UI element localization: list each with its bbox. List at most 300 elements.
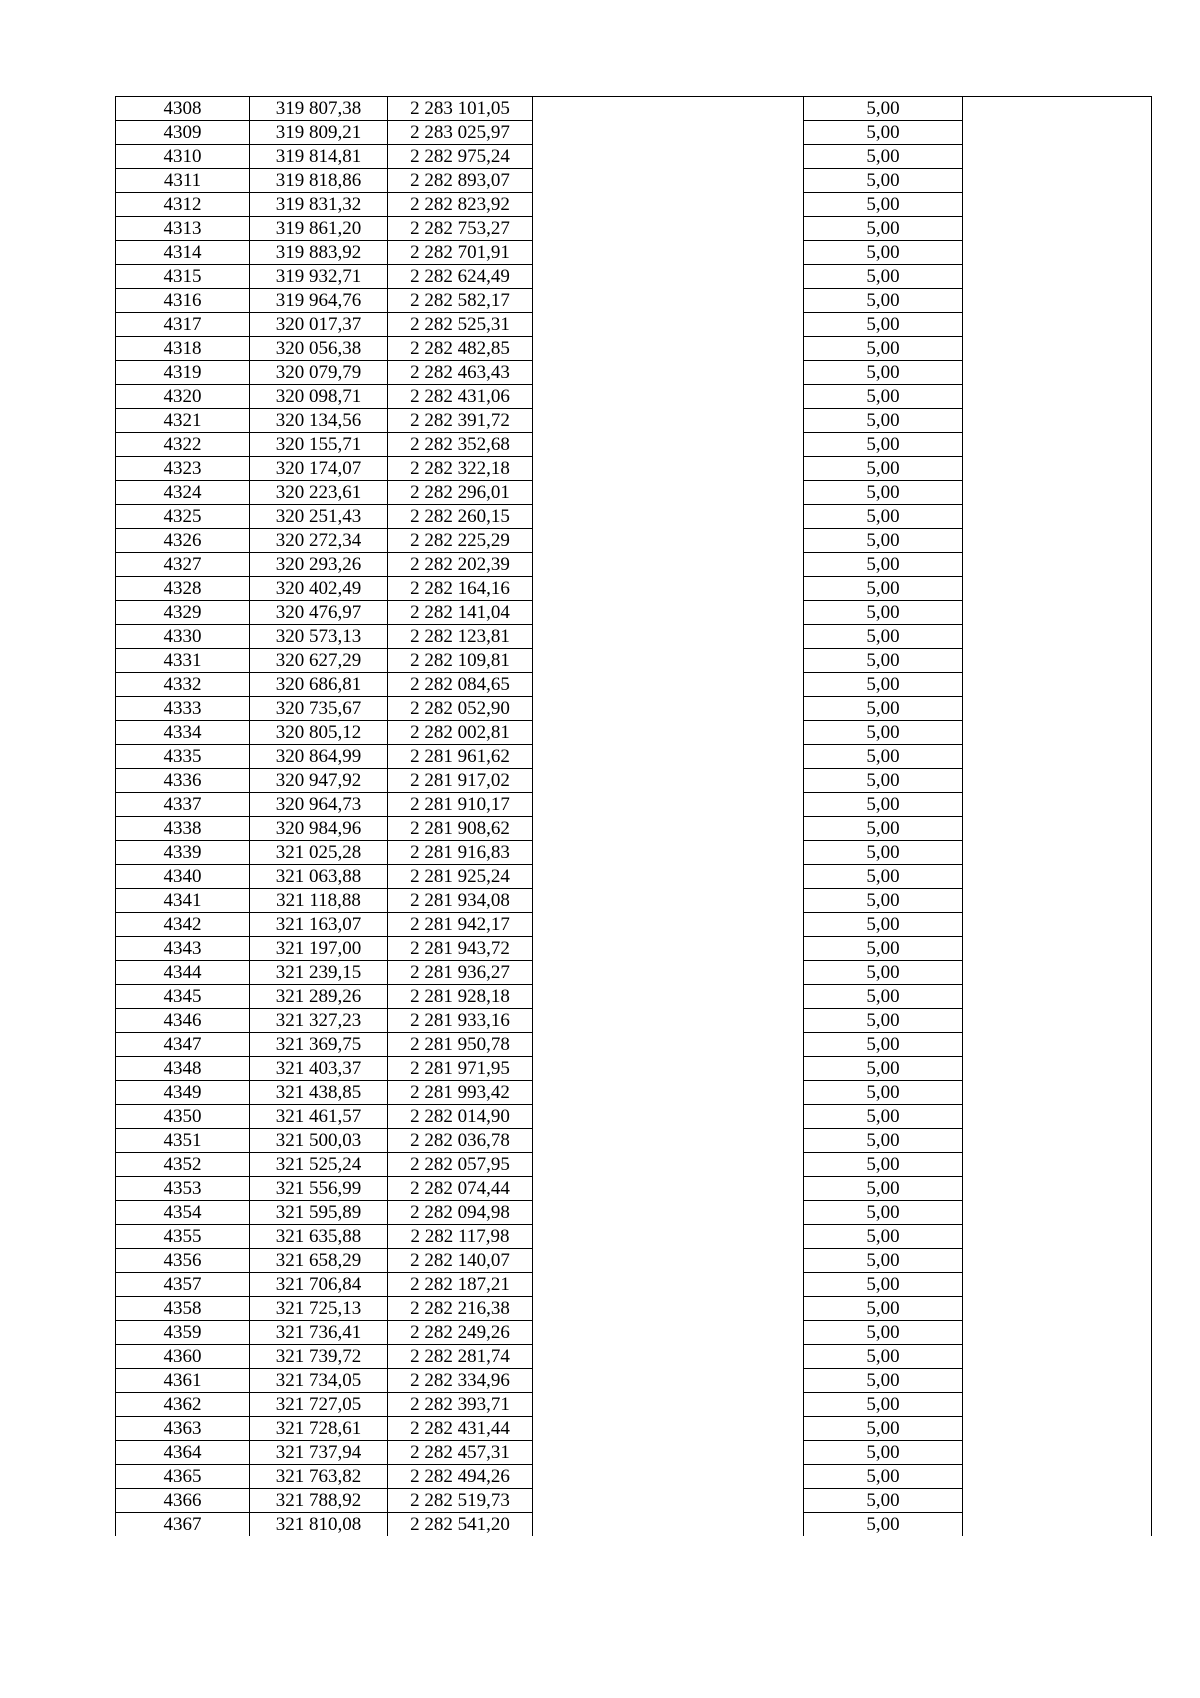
accuracy-cell: 5,00 <box>804 1249 963 1273</box>
empty-cell <box>963 361 1152 385</box>
empty-cell <box>533 1105 804 1129</box>
point-number-cell: 4323 <box>116 457 250 481</box>
x-coordinate-cell: 319 818,86 <box>250 169 388 193</box>
empty-cell <box>963 385 1152 409</box>
accuracy-cell: 5,00 <box>804 409 963 433</box>
accuracy-cell: 5,00 <box>804 721 963 745</box>
empty-cell <box>533 625 804 649</box>
empty-cell <box>533 913 804 937</box>
y-coordinate-cell: 2 282 216,38 <box>388 1297 533 1321</box>
point-number-cell: 4333 <box>116 697 250 721</box>
empty-cell <box>963 433 1152 457</box>
point-number-cell: 4325 <box>116 505 250 529</box>
table-row <box>116 1393 1152 1417</box>
y-coordinate-cell: 2 282 281,74 <box>388 1345 533 1369</box>
accuracy-cell: 5,00 <box>804 841 963 865</box>
y-coordinate-cell: 2 283 101,05 <box>388 97 533 121</box>
y-coordinate-cell: 2 281 936,27 <box>388 961 533 985</box>
empty-cell <box>963 481 1152 505</box>
empty-cell <box>533 1465 804 1489</box>
y-coordinate-cell: 2 282 393,71 <box>388 1393 533 1417</box>
table-row <box>116 721 1152 745</box>
x-coordinate-cell: 321 763,82 <box>250 1465 388 1489</box>
point-number-cell: 4331 <box>116 649 250 673</box>
accuracy-cell: 5,00 <box>804 1393 963 1417</box>
accuracy-cell: 5,00 <box>804 313 963 337</box>
y-coordinate-cell: 2 282 463,43 <box>388 361 533 385</box>
y-coordinate-cell: 2 282 123,81 <box>388 625 533 649</box>
accuracy-cell: 5,00 <box>804 745 963 769</box>
y-coordinate-cell: 2 282 225,29 <box>388 529 533 553</box>
table-row <box>116 553 1152 577</box>
empty-cell <box>963 649 1152 673</box>
empty-cell <box>963 169 1152 193</box>
empty-cell <box>533 1297 804 1321</box>
accuracy-cell: 5,00 <box>804 1417 963 1441</box>
x-coordinate-cell: 321 788,92 <box>250 1489 388 1513</box>
x-coordinate-cell: 319 883,92 <box>250 241 388 265</box>
table-row <box>116 337 1152 361</box>
accuracy-cell: 5,00 <box>804 385 963 409</box>
point-number-cell: 4320 <box>116 385 250 409</box>
point-number-cell: 4332 <box>116 673 250 697</box>
table-row <box>116 961 1152 985</box>
x-coordinate-cell: 321 403,37 <box>250 1057 388 1081</box>
table-row <box>116 793 1152 817</box>
accuracy-cell: 5,00 <box>804 217 963 241</box>
x-coordinate-cell: 321 500,03 <box>250 1129 388 1153</box>
y-coordinate-cell: 2 282 823,92 <box>388 193 533 217</box>
x-coordinate-cell: 320 735,67 <box>250 697 388 721</box>
point-number-cell: 4360 <box>116 1345 250 1369</box>
x-coordinate-cell: 321 025,28 <box>250 841 388 865</box>
empty-cell <box>963 97 1152 121</box>
x-coordinate-cell: 320 098,71 <box>250 385 388 409</box>
accuracy-cell: 5,00 <box>804 265 963 289</box>
table-row <box>116 673 1152 697</box>
table-row <box>116 505 1152 529</box>
point-number-cell: 4313 <box>116 217 250 241</box>
y-coordinate-cell: 2 281 950,78 <box>388 1033 533 1057</box>
empty-cell <box>533 169 804 193</box>
y-coordinate-cell: 2 281 961,62 <box>388 745 533 769</box>
empty-cell <box>533 1201 804 1225</box>
y-coordinate-cell: 2 282 002,81 <box>388 721 533 745</box>
empty-cell <box>533 1369 804 1393</box>
point-number-cell: 4355 <box>116 1225 250 1249</box>
point-number-cell: 4311 <box>116 169 250 193</box>
accuracy-cell: 5,00 <box>804 145 963 169</box>
table-row <box>116 289 1152 313</box>
accuracy-cell: 5,00 <box>804 913 963 937</box>
empty-cell <box>963 409 1152 433</box>
point-number-cell: 4312 <box>116 193 250 217</box>
x-coordinate-cell: 320 476,97 <box>250 601 388 625</box>
table-row <box>116 1345 1152 1369</box>
point-number-cell: 4334 <box>116 721 250 745</box>
table-row <box>116 1513 1152 1537</box>
point-number-cell: 4330 <box>116 625 250 649</box>
point-number-cell: 4341 <box>116 889 250 913</box>
empty-cell <box>963 1345 1152 1369</box>
y-coordinate-cell: 2 282 296,01 <box>388 481 533 505</box>
x-coordinate-cell: 320 864,99 <box>250 745 388 769</box>
point-number-cell: 4322 <box>116 433 250 457</box>
point-number-cell: 4336 <box>116 769 250 793</box>
empty-cell <box>963 1057 1152 1081</box>
empty-cell <box>533 961 804 985</box>
accuracy-cell: 5,00 <box>804 1369 963 1393</box>
accuracy-cell: 5,00 <box>804 1273 963 1297</box>
empty-cell <box>533 337 804 361</box>
point-number-cell: 4317 <box>116 313 250 337</box>
table-row <box>116 529 1152 553</box>
empty-cell <box>533 1321 804 1345</box>
empty-cell <box>533 697 804 721</box>
y-coordinate-cell: 2 282 457,31 <box>388 1441 533 1465</box>
y-coordinate-cell: 2 282 164,16 <box>388 577 533 601</box>
accuracy-cell: 5,00 <box>804 193 963 217</box>
x-coordinate-cell: 319 831,32 <box>250 193 388 217</box>
empty-cell <box>533 265 804 289</box>
empty-cell <box>963 1129 1152 1153</box>
table-row <box>116 625 1152 649</box>
table-row <box>116 1465 1152 1489</box>
accuracy-cell: 5,00 <box>804 553 963 577</box>
empty-cell <box>533 289 804 313</box>
empty-cell <box>533 1513 804 1537</box>
y-coordinate-cell: 2 282 391,72 <box>388 409 533 433</box>
y-coordinate-cell: 2 281 908,62 <box>388 817 533 841</box>
empty-cell <box>963 889 1152 913</box>
y-coordinate-cell: 2 282 057,95 <box>388 1153 533 1177</box>
empty-cell <box>963 793 1152 817</box>
point-number-cell: 4356 <box>116 1249 250 1273</box>
y-coordinate-cell: 2 282 975,24 <box>388 145 533 169</box>
table-row <box>116 1033 1152 1057</box>
empty-cell <box>533 1393 804 1417</box>
y-coordinate-cell: 2 281 925,24 <box>388 865 533 889</box>
x-coordinate-cell: 321 289,26 <box>250 985 388 1009</box>
accuracy-cell: 5,00 <box>804 1033 963 1057</box>
accuracy-cell: 5,00 <box>804 1225 963 1249</box>
x-coordinate-cell: 320 947,92 <box>250 769 388 793</box>
empty-cell <box>533 793 804 817</box>
y-coordinate-cell: 2 281 993,42 <box>388 1081 533 1105</box>
table-row <box>116 889 1152 913</box>
table-row <box>116 817 1152 841</box>
empty-cell <box>963 625 1152 649</box>
table-row <box>116 1105 1152 1129</box>
table-row <box>116 1249 1152 1273</box>
accuracy-cell: 5,00 <box>804 1345 963 1369</box>
point-number-cell: 4344 <box>116 961 250 985</box>
table-row <box>116 577 1152 601</box>
point-number-cell: 4321 <box>116 409 250 433</box>
x-coordinate-cell: 319 807,38 <box>250 97 388 121</box>
table-row <box>116 1201 1152 1225</box>
x-coordinate-cell: 321 595,89 <box>250 1201 388 1225</box>
y-coordinate-cell: 2 282 582,17 <box>388 289 533 313</box>
empty-cell <box>963 673 1152 697</box>
table-row <box>116 1129 1152 1153</box>
empty-cell <box>533 553 804 577</box>
empty-cell <box>963 1321 1152 1345</box>
x-coordinate-cell: 320 272,34 <box>250 529 388 553</box>
x-coordinate-cell: 321 737,94 <box>250 1441 388 1465</box>
accuracy-cell: 5,00 <box>804 697 963 721</box>
accuracy-cell: 5,00 <box>804 529 963 553</box>
accuracy-cell: 5,00 <box>804 865 963 889</box>
y-coordinate-cell: 2 282 322,18 <box>388 457 533 481</box>
empty-cell <box>963 145 1152 169</box>
empty-cell <box>533 361 804 385</box>
empty-cell <box>533 145 804 169</box>
coordinates-table-body <box>116 97 1152 1537</box>
y-coordinate-cell: 2 282 052,90 <box>388 697 533 721</box>
table-row <box>116 1273 1152 1297</box>
empty-cell <box>533 433 804 457</box>
accuracy-cell: 5,00 <box>804 121 963 145</box>
table-row <box>116 265 1152 289</box>
x-coordinate-cell: 321 163,07 <box>250 913 388 937</box>
empty-cell <box>963 841 1152 865</box>
point-number-cell: 4338 <box>116 817 250 841</box>
table-row <box>116 217 1152 241</box>
x-coordinate-cell: 321 658,29 <box>250 1249 388 1273</box>
point-number-cell: 4350 <box>116 1105 250 1129</box>
table-row <box>116 1153 1152 1177</box>
table-row <box>116 1225 1152 1249</box>
empty-cell <box>963 265 1152 289</box>
point-number-cell: 4326 <box>116 529 250 553</box>
empty-cell <box>963 985 1152 1009</box>
x-coordinate-cell: 320 402,49 <box>250 577 388 601</box>
empty-cell <box>963 913 1152 937</box>
accuracy-cell: 5,00 <box>804 937 963 961</box>
empty-cell <box>963 1009 1152 1033</box>
point-number-cell: 4364 <box>116 1441 250 1465</box>
accuracy-cell: 5,00 <box>804 961 963 985</box>
y-coordinate-cell: 2 282 084,65 <box>388 673 533 697</box>
point-number-cell: 4357 <box>116 1273 250 1297</box>
point-number-cell: 4351 <box>116 1129 250 1153</box>
x-coordinate-cell: 321 197,00 <box>250 937 388 961</box>
x-coordinate-cell: 321 706,84 <box>250 1273 388 1297</box>
y-coordinate-cell: 2 281 933,16 <box>388 1009 533 1033</box>
empty-cell <box>533 1153 804 1177</box>
empty-cell <box>963 745 1152 769</box>
y-coordinate-cell: 2 282 431,44 <box>388 1417 533 1441</box>
point-number-cell: 4343 <box>116 937 250 961</box>
point-number-cell: 4339 <box>116 841 250 865</box>
table-row <box>116 193 1152 217</box>
y-coordinate-cell: 2 281 971,95 <box>388 1057 533 1081</box>
x-coordinate-cell: 321 461,57 <box>250 1105 388 1129</box>
table-row <box>116 409 1152 433</box>
accuracy-cell: 5,00 <box>804 1057 963 1081</box>
empty-cell <box>533 1177 804 1201</box>
empty-cell <box>533 313 804 337</box>
accuracy-cell: 5,00 <box>804 505 963 529</box>
empty-cell <box>533 985 804 1009</box>
table-row <box>116 649 1152 673</box>
table-row <box>116 385 1152 409</box>
table-row <box>116 1321 1152 1345</box>
point-number-cell: 4363 <box>116 1417 250 1441</box>
empty-cell <box>533 1057 804 1081</box>
y-coordinate-cell: 2 282 109,81 <box>388 649 533 673</box>
x-coordinate-cell: 321 239,15 <box>250 961 388 985</box>
point-number-cell: 4345 <box>116 985 250 1009</box>
x-coordinate-cell: 319 814,81 <box>250 145 388 169</box>
y-coordinate-cell: 2 282 893,07 <box>388 169 533 193</box>
empty-cell <box>963 577 1152 601</box>
table-row <box>116 1369 1152 1393</box>
empty-cell <box>533 745 804 769</box>
empty-cell <box>533 841 804 865</box>
x-coordinate-cell: 321 635,88 <box>250 1225 388 1249</box>
x-coordinate-cell: 321 725,13 <box>250 1297 388 1321</box>
point-number-cell: 4315 <box>116 265 250 289</box>
empty-cell <box>533 121 804 145</box>
x-coordinate-cell: 320 805,12 <box>250 721 388 745</box>
x-coordinate-cell: 321 727,05 <box>250 1393 388 1417</box>
point-number-cell: 4308 <box>116 97 250 121</box>
empty-cell <box>533 937 804 961</box>
empty-cell <box>533 1081 804 1105</box>
point-number-cell: 4318 <box>116 337 250 361</box>
empty-cell <box>533 769 804 793</box>
empty-cell <box>963 865 1152 889</box>
accuracy-cell: 5,00 <box>804 601 963 625</box>
accuracy-cell: 5,00 <box>804 1129 963 1153</box>
x-coordinate-cell: 321 810,08 <box>250 1513 388 1537</box>
y-coordinate-cell: 2 282 431,06 <box>388 385 533 409</box>
accuracy-cell: 5,00 <box>804 337 963 361</box>
accuracy-cell: 5,00 <box>804 97 963 121</box>
x-coordinate-cell: 320 056,38 <box>250 337 388 361</box>
empty-cell <box>963 193 1152 217</box>
table-row <box>116 985 1152 1009</box>
x-coordinate-cell: 320 627,29 <box>250 649 388 673</box>
empty-cell <box>533 1009 804 1033</box>
point-number-cell: 4324 <box>116 481 250 505</box>
table-row <box>116 745 1152 769</box>
empty-cell <box>533 505 804 529</box>
table-row <box>116 697 1152 721</box>
accuracy-cell: 5,00 <box>804 793 963 817</box>
empty-cell <box>963 241 1152 265</box>
coordinates-table <box>115 96 1152 1536</box>
point-number-cell: 4337 <box>116 793 250 817</box>
accuracy-cell: 5,00 <box>804 649 963 673</box>
empty-cell <box>963 937 1152 961</box>
table-row <box>116 121 1152 145</box>
x-coordinate-cell: 319 861,20 <box>250 217 388 241</box>
empty-cell <box>533 721 804 745</box>
table-row <box>116 241 1152 265</box>
empty-cell <box>533 1489 804 1513</box>
x-coordinate-cell: 319 932,71 <box>250 265 388 289</box>
empty-cell <box>533 577 804 601</box>
x-coordinate-cell: 320 223,61 <box>250 481 388 505</box>
point-number-cell: 4314 <box>116 241 250 265</box>
point-number-cell: 4353 <box>116 1177 250 1201</box>
empty-cell <box>533 673 804 697</box>
point-number-cell: 4342 <box>116 913 250 937</box>
y-coordinate-cell: 2 282 094,98 <box>388 1201 533 1225</box>
x-coordinate-cell: 321 063,88 <box>250 865 388 889</box>
x-coordinate-cell: 321 327,23 <box>250 1009 388 1033</box>
table-row <box>116 169 1152 193</box>
table-row <box>116 1441 1152 1465</box>
x-coordinate-cell: 320 686,81 <box>250 673 388 697</box>
point-number-cell: 4309 <box>116 121 250 145</box>
x-coordinate-cell: 320 251,43 <box>250 505 388 529</box>
accuracy-cell: 5,00 <box>804 1081 963 1105</box>
point-number-cell: 4362 <box>116 1393 250 1417</box>
x-coordinate-cell: 321 438,85 <box>250 1081 388 1105</box>
empty-cell <box>533 889 804 913</box>
point-number-cell: 4347 <box>116 1033 250 1057</box>
x-coordinate-cell: 321 736,41 <box>250 1321 388 1345</box>
point-number-cell: 4366 <box>116 1489 250 1513</box>
table-row <box>116 913 1152 937</box>
y-coordinate-cell: 2 282 014,90 <box>388 1105 533 1129</box>
empty-cell <box>963 457 1152 481</box>
x-coordinate-cell: 320 134,56 <box>250 409 388 433</box>
accuracy-cell: 5,00 <box>804 1201 963 1225</box>
y-coordinate-cell: 2 282 140,07 <box>388 1249 533 1273</box>
empty-cell <box>533 193 804 217</box>
empty-cell <box>963 721 1152 745</box>
empty-cell <box>963 505 1152 529</box>
empty-cell <box>963 529 1152 553</box>
empty-cell <box>533 1441 804 1465</box>
empty-cell <box>963 1465 1152 1489</box>
x-coordinate-cell: 321 734,05 <box>250 1369 388 1393</box>
y-coordinate-cell: 2 282 074,44 <box>388 1177 533 1201</box>
empty-cell <box>533 97 804 121</box>
point-number-cell: 4361 <box>116 1369 250 1393</box>
x-coordinate-cell: 320 964,73 <box>250 793 388 817</box>
table-row <box>116 145 1152 169</box>
y-coordinate-cell: 2 282 352,68 <box>388 433 533 457</box>
y-coordinate-cell: 2 282 187,21 <box>388 1273 533 1297</box>
empty-cell <box>963 1153 1152 1177</box>
table-row <box>116 1297 1152 1321</box>
empty-cell <box>533 385 804 409</box>
table-row <box>116 433 1152 457</box>
table-row <box>116 601 1152 625</box>
empty-cell <box>533 817 804 841</box>
accuracy-cell: 5,00 <box>804 1441 963 1465</box>
x-coordinate-cell: 321 556,99 <box>250 1177 388 1201</box>
point-number-cell: 4316 <box>116 289 250 313</box>
empty-cell <box>963 1393 1152 1417</box>
empty-cell <box>963 289 1152 313</box>
y-coordinate-cell: 2 281 934,08 <box>388 889 533 913</box>
y-coordinate-cell: 2 282 753,27 <box>388 217 533 241</box>
empty-cell <box>963 217 1152 241</box>
empty-cell <box>963 1297 1152 1321</box>
empty-cell <box>963 1369 1152 1393</box>
accuracy-cell: 5,00 <box>804 169 963 193</box>
y-coordinate-cell: 2 282 117,98 <box>388 1225 533 1249</box>
y-coordinate-cell: 2 283 025,97 <box>388 121 533 145</box>
table-row <box>116 361 1152 385</box>
